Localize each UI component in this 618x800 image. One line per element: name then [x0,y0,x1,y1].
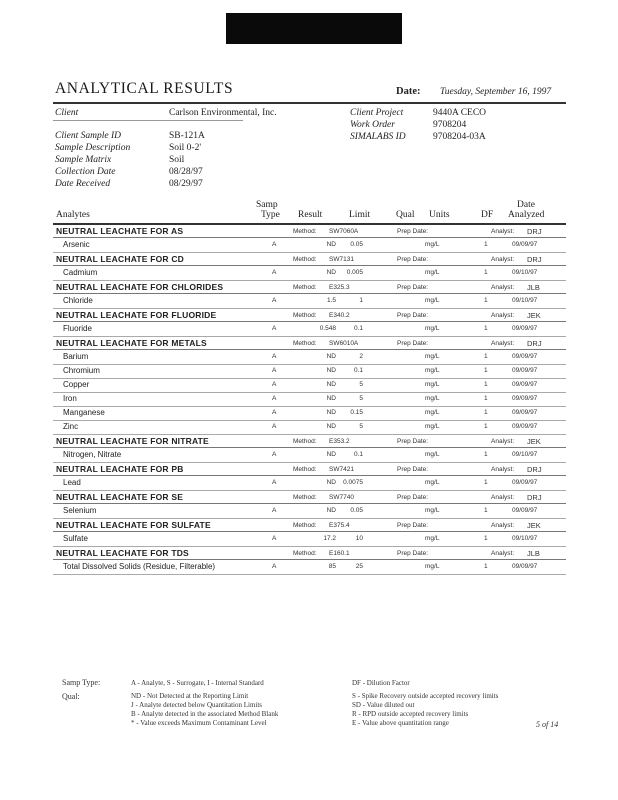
analyst-value: DRJ [527,339,542,348]
units-cell: mg/L [425,367,440,374]
samp-type-cell: A [272,241,277,248]
section-rule [53,503,566,504]
qualifier-definition: ND - Not Detected at the Reporting Limit [131,692,249,700]
limit-cell: 0.05 [350,241,363,248]
df-cell: 1 [484,269,488,276]
row-rule [53,336,566,337]
analyst-label: Analyst: [491,522,515,529]
client-field-label: Collection Date [55,167,116,177]
date-label: Date: [396,86,421,97]
row-rule [53,406,566,407]
section-title: NEUTRAL LEACHATE FOR NITRATE [56,436,209,446]
method-label: Method: [293,312,317,319]
samp-type-cell: A [272,409,277,416]
units-cell: mg/L [425,325,440,332]
date-analyzed-cell: 09/09/97 [512,367,538,374]
project-field-value: 9708204-03A [433,132,486,142]
method-label: Method: [293,340,317,347]
df-cell: 1 [484,479,488,486]
analyst-value: JLB [527,549,540,558]
page-title: ANALYTICAL RESULTS [55,80,234,97]
prep-date-label: Prep Date: [397,312,429,319]
qualifier-definition: B - Analyte detected in the associated Method Blank [131,710,279,718]
section-rule [53,293,566,294]
page-number: 5 of 14 [536,720,559,729]
analyte-name: Manganese [63,408,105,417]
analyte-name: Chromium [63,366,100,375]
client-field-label: Client [55,108,79,118]
samp-type-cell: A [272,353,277,360]
row-rule [53,378,566,379]
analyte-name: Cadmium [63,268,98,277]
analyst-value: JEK [527,311,541,320]
prep-date-label: Prep Date: [397,466,429,473]
result-cell: 17.2 [323,535,336,542]
row-rule [53,364,566,365]
client-field-value: Carlson Environmental, Inc. [169,108,277,118]
project-field-label: Client Project [350,108,404,118]
date-analyzed-cell: 09/10/97 [512,297,538,304]
prep-date-label: Prep Date: [397,494,429,501]
result-cell: ND [326,367,336,374]
analyte-name: Sulfate [63,534,88,543]
df-cell: 1 [484,325,488,332]
analyst-label: Analyst: [491,466,515,473]
method-value: SW7421 [329,466,354,473]
method-value: E325.3 [329,284,350,291]
section-rule [53,559,566,560]
units-cell: mg/L [425,395,440,402]
date-analyzed-cell: 09/10/97 [512,451,538,458]
analyst-label: Analyst: [491,256,515,263]
units-cell: mg/L [425,409,440,416]
date-analyzed-cell: 09/10/97 [512,269,538,276]
result-cell: ND [326,451,336,458]
result-cell: ND [326,395,336,402]
samp-type-cell: A [272,367,277,374]
limit-cell: 0.1 [353,451,363,458]
samp-type-cell: A [272,269,277,276]
col-samp-type-1: Samp [256,200,278,210]
qualifier-definition: S - Spike Recovery outside accepted recovery limits [352,692,499,700]
section-rule [53,265,566,266]
result-cell: ND [326,241,336,248]
df-cell: 1 [484,507,488,514]
limit-cell: 0.0075 [343,479,363,486]
client-field-label: Sample Description [55,143,131,153]
analyst-value: JEK [527,437,541,446]
samp-type-cell: A [272,297,277,304]
date-analyzed-cell: 09/09/97 [512,507,538,514]
section-title: NEUTRAL LEACHATE FOR SE [56,492,184,502]
method-label: Method: [293,494,317,501]
result-cell: ND [326,479,336,486]
date-analyzed-cell: 09/10/97 [512,535,538,542]
analyst-label: Analyst: [491,312,515,319]
row-rule [53,490,566,491]
section-rule [53,321,566,322]
client-field-value: Soil [169,155,185,165]
result-cell: ND [326,269,336,276]
units-cell: mg/L [425,563,440,570]
col-limit: Limit [349,210,371,220]
date-analyzed-cell: 09/09/97 [512,241,538,248]
samp-type-cell: A [272,563,277,570]
limit-cell: 25 [355,563,363,570]
date-analyzed-cell: 09/09/97 [512,409,538,416]
analyte-name: Barium [63,352,89,361]
df-cell: 1 [484,367,488,374]
date-analyzed-cell: 09/09/97 [512,423,538,430]
analyst-label: Analyst: [491,494,515,501]
df-cell: 1 [484,451,488,458]
section-rule [53,447,566,448]
legend-df-text: DF - Dilution Factor [352,679,410,687]
client-field-label: Client Sample ID [55,131,121,141]
col-units: Units [429,210,450,220]
project-field-value: 9440A CECO [433,108,487,118]
method-label: Method: [293,438,317,445]
section-rule [53,349,566,350]
analyte-name: Iron [63,394,77,403]
analyte-name: Selenium [63,506,97,515]
date-analyzed-cell: 09/09/97 [512,381,538,388]
limit-cell: 0.15 [350,409,363,416]
section-rule [53,237,566,238]
result-cell: 1.5 [326,297,336,304]
client-field-value: 08/29/97 [169,179,203,189]
section-rule [53,531,566,532]
df-cell: 1 [484,409,488,416]
date-analyzed-cell: 09/09/97 [512,395,538,402]
method-value: SW7131 [329,256,354,263]
row-rule [53,280,566,281]
legend-samp-type-label: Samp Type: [62,678,101,687]
col-date-1: Date [517,200,535,210]
section-title: NEUTRAL LEACHATE FOR AS [56,226,184,236]
row-rule [53,462,566,463]
units-cell: mg/L [425,507,440,514]
report-date: Tuesday, September 16, 1997 [440,87,552,97]
client-field-value: Soil 0-2' [169,143,202,153]
method-value: SW6010A [329,340,359,347]
section-rule [53,475,566,476]
date-analyzed-cell: 09/09/97 [512,479,538,486]
analyte-name: Fluoride [63,324,92,333]
method-label: Method: [293,228,317,235]
redaction-block [226,13,402,44]
analyst-value: JEK [527,521,541,530]
prep-date-label: Prep Date: [397,522,429,529]
method-value: SW7740 [329,494,354,501]
section-title: NEUTRAL LEACHATE FOR CD [56,254,185,264]
method-label: Method: [293,466,317,473]
result-cell: 0.548 [319,325,336,332]
row-rule [53,392,566,393]
analyst-label: Analyst: [491,438,515,445]
df-cell: 1 [484,297,488,304]
analyst-label: Analyst: [491,340,515,347]
col-result: Result [298,210,323,220]
limit-cell: 0.1 [353,367,363,374]
limit-cell: 0.005 [346,269,363,276]
section-title: NEUTRAL LEACHATE FOR TDS [56,548,189,558]
samp-type-cell: A [272,507,277,514]
result-cell: ND [326,423,336,430]
analyst-value: DRJ [527,227,542,236]
df-cell: 1 [484,395,488,402]
analyte-name: Arsenic [63,240,90,249]
analyst-label: Analyst: [491,228,515,235]
row-rule [53,518,566,519]
prep-date-label: Prep Date: [397,340,429,347]
limit-cell: 5 [359,423,363,430]
header-rule [53,223,566,225]
method-value: E375.4 [329,522,350,529]
project-field-label: Work Order [350,120,395,130]
analyst-value: DRJ [527,465,542,474]
samp-type-cell: A [272,395,277,402]
legend-qual-label: Qual: [62,692,80,701]
qualifier-definition: * - Value exceeds Maximum Contaminant Level [131,719,267,727]
units-cell: mg/L [425,297,440,304]
method-label: Method: [293,284,317,291]
limit-cell: 10 [355,535,363,542]
samp-type-cell: A [272,451,277,458]
units-cell: mg/L [425,381,440,388]
analyst-value: JLB [527,283,540,292]
limit-cell: 5 [359,381,363,388]
units-cell: mg/L [425,479,440,486]
qualifier-definition: E - Value above quantitation range [352,719,449,727]
title-rule [53,102,566,104]
section-title: NEUTRAL LEACHATE FOR PB [56,464,184,474]
prep-date-label: Prep Date: [397,550,429,557]
row-rule [53,420,566,421]
client-field-value: 08/28/97 [169,167,203,177]
samp-type-cell: A [272,381,277,388]
limit-cell: 2 [359,353,363,360]
col-qual: Qual [396,210,415,220]
analyst-value: DRJ [527,493,542,502]
analyte-name: Zinc [63,422,79,431]
samp-type-cell: A [272,479,277,486]
samp-type-cell: A [272,325,277,332]
prep-date-label: Prep Date: [397,438,429,445]
result-cell: ND [326,507,336,514]
qualifier-definition: R - RPD outside accepted recovery limits [352,710,469,718]
date-analyzed-cell: 09/09/97 [512,353,538,360]
prep-date-label: Prep Date: [397,228,429,235]
row-rule [53,546,566,547]
method-value: E160.1 [329,550,350,557]
project-field-label: SIMALABS ID [350,132,406,142]
qualifier-definition: J - Analyte detected below Quantitation Limits [131,701,263,709]
method-label: Method: [293,550,317,557]
row-rule [53,252,566,253]
units-cell: mg/L [425,353,440,360]
prep-date-label: Prep Date: [397,284,429,291]
analyte-name: Chloride [63,296,93,305]
method-value: E353.2 [329,438,350,445]
row-rule [53,434,566,435]
df-cell: 1 [484,353,488,360]
method-value: SW7060A [329,228,359,235]
analyte-name: Lead [63,478,81,487]
limit-cell: 1 [359,297,363,304]
project-field-value: 9708204 [433,120,467,130]
prep-date-label: Prep Date: [397,256,429,263]
client-rule [53,120,243,121]
client-field-label: Date Received [55,179,111,189]
date-analyzed-cell: 09/09/97 [512,563,538,570]
analyte-name: Nitrogen, Nitrate [63,450,122,459]
analyst-value: DRJ [527,255,542,264]
result-cell: ND [326,381,336,388]
limit-cell: 0.05 [350,507,363,514]
units-cell: mg/L [425,535,440,542]
row-rule [53,574,566,575]
col-df: DF [481,210,494,220]
limit-cell: 0.1 [353,325,363,332]
analyte-name: Total Dissolved Solids (Residue, Filterable) [63,562,216,571]
units-cell: mg/L [425,451,440,458]
method-value: E340.2 [329,312,350,319]
df-cell: 1 [484,241,488,248]
units-cell: mg/L [425,423,440,430]
client-field-value: SB-121A [169,131,205,141]
df-cell: 1 [484,535,488,542]
client-field-label: Sample Matrix [55,155,112,165]
legend-samp-type-text: A - Analyte, S - Surrogate, I - Internal Standard [131,679,264,687]
date-analyzed-cell: 09/09/97 [512,325,538,332]
section-title: NEUTRAL LEACHATE FOR SULFATE [56,520,211,530]
analyte-name: Copper [63,380,90,389]
df-cell: 1 [484,563,488,570]
result-cell: ND [326,353,336,360]
row-rule [53,308,566,309]
analyst-label: Analyst: [491,550,515,557]
section-title: NEUTRAL LEACHATE FOR FLUORIDE [56,310,217,320]
analyst-label: Analyst: [491,284,515,291]
qualifier-definition: SD - Value diluted out [352,701,415,709]
df-cell: 1 [484,423,488,430]
units-cell: mg/L [425,269,440,276]
col-date-2: Analyzed [508,210,545,220]
col-samp-type-2: Type [261,210,280,220]
col-analytes: Analytes [56,210,90,220]
samp-type-cell: A [272,535,277,542]
section-title: NEUTRAL LEACHATE FOR CHLORIDES [56,282,224,292]
units-cell: mg/L [425,241,440,248]
df-cell: 1 [484,381,488,388]
method-label: Method: [293,256,317,263]
result-cell: 85 [328,563,336,570]
method-label: Method: [293,522,317,529]
samp-type-cell: A [272,423,277,430]
section-title: NEUTRAL LEACHATE FOR METALS [56,338,207,348]
limit-cell: 5 [359,395,363,402]
result-cell: ND [326,409,336,416]
